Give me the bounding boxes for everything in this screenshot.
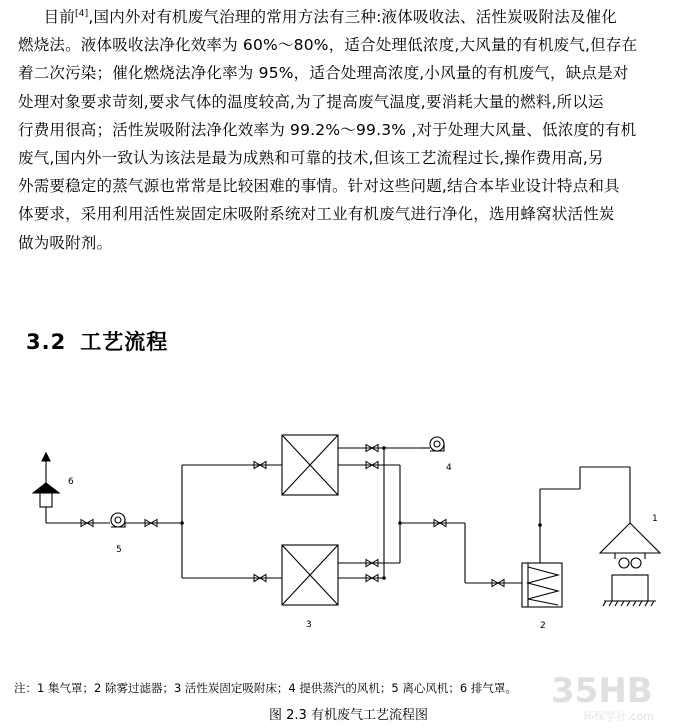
adsorption-bed-3 xyxy=(282,435,338,605)
watermark-subtext: 环保学社.com xyxy=(583,710,654,723)
para-line-8: 体要求，采用利用活性炭固定床吸附系统对工业有机废气进行净化，选用蜂窝状活性炭 xyxy=(18,205,615,224)
section-title: 工艺流程 xyxy=(80,330,169,354)
steam-fan-4 xyxy=(430,437,444,451)
section-number: 3.2 xyxy=(26,330,67,354)
para-line1-rest: ,国内外对有机废气治理的常用方法有三种:液体吸收法、活性炭吸附法及催化 xyxy=(88,8,618,26)
para-line-4: 处理对象要求苛刻,要求气体的温度较高,为了提高废气温度,要消耗大量的燃料,所以运 xyxy=(18,92,604,111)
label-5: 5 xyxy=(116,545,122,555)
label-1: 1 xyxy=(652,514,658,524)
label-3: 3 xyxy=(306,620,312,630)
body-paragraph xyxy=(18,0,680,257)
figure-caption: 图 2.3 有机废气工艺流程图 xyxy=(269,708,428,723)
label-2: 2 xyxy=(540,621,546,631)
para-line-2: 燃烧法。液体吸收法净化效率为 60%～80%，适合处理低浓度,大风量的有机废气,但存在 xyxy=(18,36,638,55)
label-6: 6 xyxy=(68,477,74,487)
para-line-5: 行费用很高；活性炭吸附法净化效率为 99.2%～99.3% ,对于处理大风量、低浓度的有机 xyxy=(18,120,637,139)
site-watermark-logo xyxy=(543,668,693,724)
para-line-1 xyxy=(18,0,680,31)
citation-ref: [4] xyxy=(75,9,89,19)
label-4: 4 xyxy=(446,463,452,473)
para-line-6: 废气,国内外一致认为该法是最为成熟和可靠的技术,但该工艺流程过长,操作费用高,另 xyxy=(18,149,604,168)
para-line1-prefix: 目前 xyxy=(43,8,76,26)
para-line-7: 外需要稳定的蒸气源也常常是比较困难的事情。针对这些问题,结合本毕业设计特点和具 xyxy=(18,177,620,196)
section-heading xyxy=(26,326,168,356)
process-flow-diagram xyxy=(0,395,697,665)
para-line-9: 做为吸附剂。 xyxy=(18,233,113,252)
demister-filter-2 xyxy=(522,563,562,607)
centrifugal-fan-5 xyxy=(111,513,125,527)
figure-note: 注：1 集气罩；2 除雾过滤器；3 活性炭固定吸附床；4 提供蒸汽的风机；5 离心风机；6 排气罩。 xyxy=(14,681,517,695)
para-line-3: 着二次污染；催化燃烧法净化率为 95%，适合处理高浓度,小风量的有机废气，缺点是对 xyxy=(18,64,629,83)
watermark-text: 35HB xyxy=(551,671,653,711)
collection-hood-1 xyxy=(600,523,660,606)
exhaust-hood-6 xyxy=(33,453,59,523)
